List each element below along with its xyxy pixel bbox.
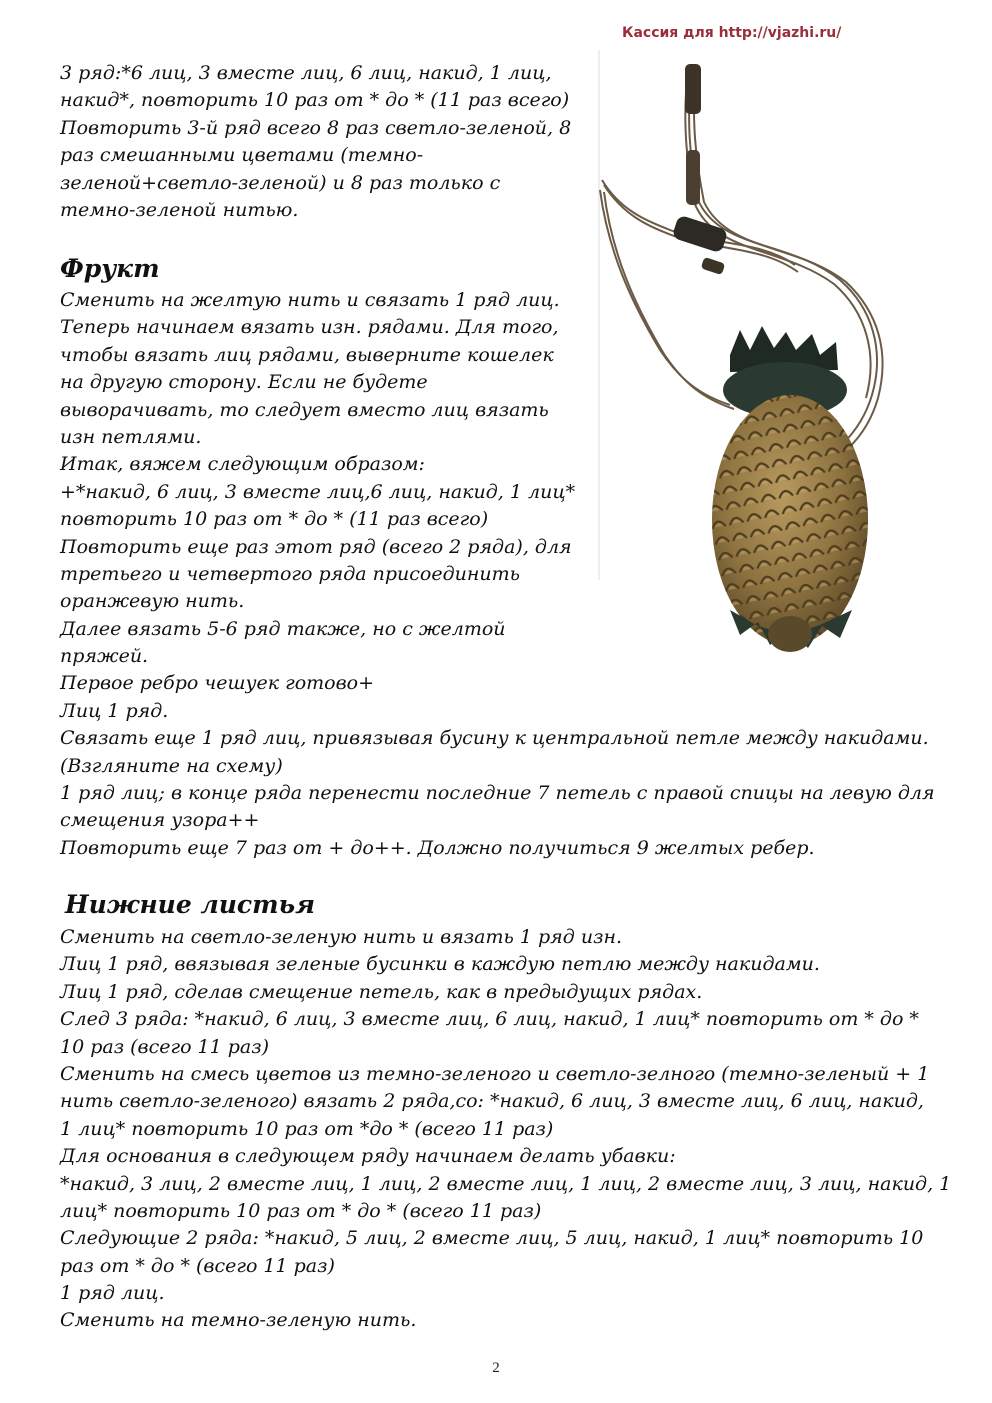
text-line: 1 лиц* повторить 10 раз от *до * (всего 11 раз)	[60, 1117, 554, 1140]
lower-leaves-instructions	[60, 924, 951, 1335]
text-line: (Взгляните на схему)	[60, 754, 283, 777]
text-line: Итак, вяжем следующим образом:	[60, 453, 425, 476]
text-line: Следующие 2 ряда: *накид, 5 лиц, 2 вместе лиц, 5 лиц, накид, 1 лиц* повторить 10	[60, 1227, 924, 1250]
text-line: Первое ребро чешуек готово+	[60, 672, 375, 695]
text-line: Лиц 1 ряд, ввязывая зеленые бусинки в каждую петлю между накидами.	[60, 953, 820, 976]
text-line: нить светло-зеленого) вязать 2 ряда,со: *накид, 6 лиц, 3 вместе лиц, 6 лиц, накид,	[60, 1090, 924, 1113]
text-line: Повторить 3-й ряд всего 8 раз светло-зеленой, 8	[60, 116, 572, 139]
text-line: раз от * до * (всего 11 раз)	[60, 1254, 335, 1277]
text-line: Сменить на смесь цветов из темно-зеленого и светло-зелного (темно-зеленый + 1	[60, 1062, 930, 1085]
text-line: лиц* повторить 10 раз от * до * (всего 11 раз)	[60, 1199, 542, 1222]
intro-paragraph	[60, 60, 571, 224]
text-line: раз смешанными цветами (темно-	[60, 144, 424, 167]
text-line: Теперь начинаем вязать изн. рядами. Для того,	[60, 316, 559, 339]
text-line: Лиц 1 ряд, сделав смещение петель, как в предыдущих рядах.	[60, 980, 703, 1003]
text-line: Сменить на темно-зеленую нить.	[60, 1309, 417, 1332]
text-line: накид*, повторить 10 раз от * до * (11 раз всего)	[60, 89, 570, 112]
text-line: пряжей.	[60, 645, 149, 668]
text-line: 1 ряд лиц; в конце ряда перенести последние 7 петель с правой спицы на левую для	[60, 782, 935, 805]
text-line: Лиц 1 ряд.	[60, 699, 169, 722]
text-line: Повторить еще раз этот ряд (всего 2 ряда), для	[60, 535, 572, 558]
text-line: изн петлями.	[60, 425, 202, 448]
site-header-link[interactable]: Кассия для http://vjazhi.ru/	[622, 25, 842, 41]
section-heading-fruit: Фрукт	[60, 254, 160, 283]
text-line: 10 раз (всего 11 раз)	[60, 1035, 270, 1058]
text-line: повторить 10 раз от * до * (11 раз всего)	[60, 508, 489, 531]
text-line: +*накид, 6 лиц, 3 вместе лиц,6 лиц, накид, 1 лиц*	[60, 480, 576, 503]
text-line: третьего и четвертого ряда присоединить	[60, 562, 520, 585]
text-line: выворачивать, то следует вместо лиц вязать	[60, 398, 549, 421]
text-line: 1 ряд лиц.	[60, 1282, 165, 1305]
text-line: смещения узора++	[60, 809, 260, 832]
text-line: След 3 ряда: *накид, 6 лиц, 3 вместе лиц, 6 лиц, накид, 1 лиц* повторить от * до *	[60, 1008, 919, 1031]
section-heading-lower-leaves: Нижние листья	[65, 890, 315, 919]
text-line: оранжевую нить.	[60, 590, 245, 613]
page-number: 2	[492, 1360, 500, 1376]
text-line: 3 ряд:*6 лиц, 3 вместе лиц, 6 лиц, накид, 1 лиц,	[60, 62, 552, 84]
text-line: темно-зеленой нитью.	[60, 198, 299, 221]
text-line: Повторить еще 7 раз от + до++. Должно получиться 9 желтых ребер.	[60, 836, 815, 859]
text-line: Сменить на светло-зеленую нить и вязать 1 ряд изн.	[60, 926, 623, 948]
text-line: зеленой+светло-зеленой) и 8 раз только с	[60, 171, 501, 194]
text-line: Сменить на желтую нить и связать 1 ряд лиц.	[60, 289, 560, 311]
text-line: чтобы вязать лиц рядами, выверните кошелек	[60, 343, 554, 366]
text-line: *накид, 3 лиц, 2 вместе лиц, 1 лиц, 2 вместе лиц, 1 лиц, 2 вместе лиц, 3 лиц, накид, 1	[60, 1172, 952, 1195]
text-line: на другую сторону. Если не будете	[60, 371, 428, 394]
text-line: Далее вязать 5-6 ряд также, но с желтой	[60, 617, 506, 640]
text-line: Связать еще 1 ряд лиц, привязывая бусину к центральной петле между накидами.	[60, 727, 929, 750]
pineapple-purse-photo	[590, 50, 920, 660]
text-line: Для основания в следующем ряду начинаем делать убавки:	[60, 1145, 676, 1168]
